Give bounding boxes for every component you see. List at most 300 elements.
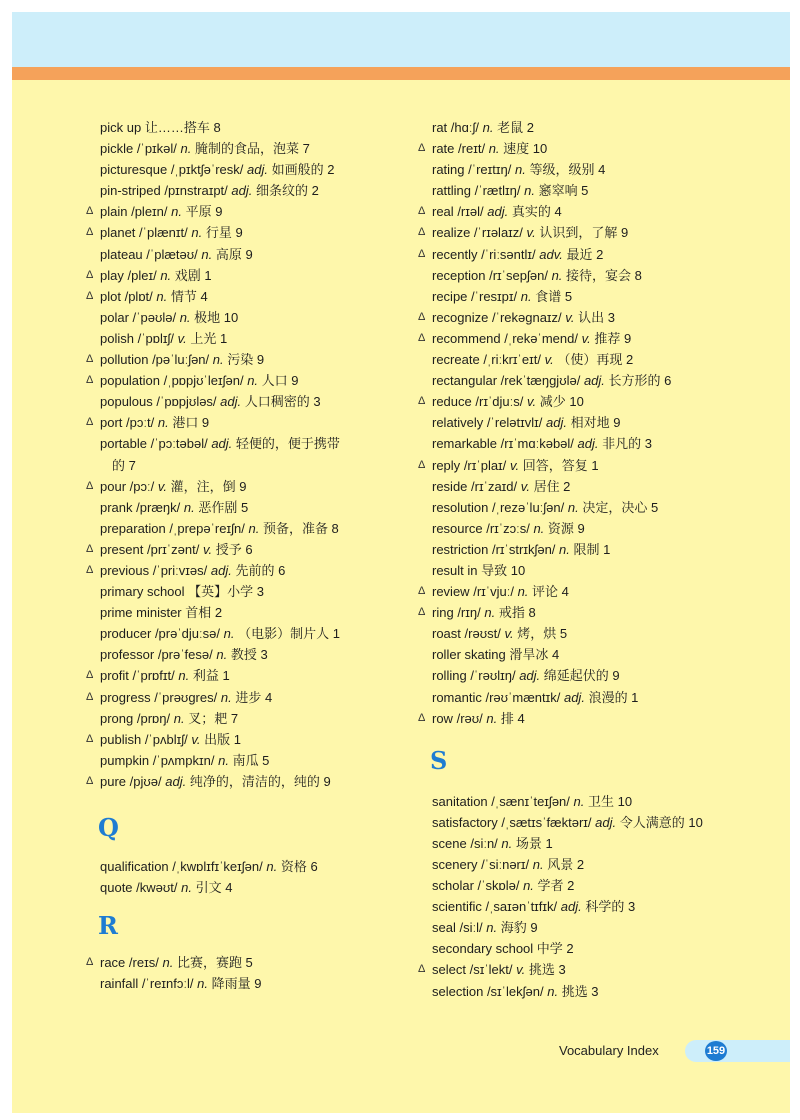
index-entry: [418, 518, 738, 539]
entry-word: preparation: [100, 520, 166, 536]
entry-part-of-speech: n.: [216, 647, 228, 663]
triangle-marker-icon: Δ: [86, 289, 94, 302]
entry-definition: 烤，烘 5: [517, 626, 568, 642]
entry-part-of-speech: n.: [523, 878, 534, 894]
index-entry: [418, 222, 738, 243]
entry-phonetic: /rɪˈzɔːs/: [486, 520, 530, 536]
entry-part-of-speech: n.: [488, 141, 500, 157]
entry-phonetic: /ˌprepəˈreɪʃn/: [169, 520, 245, 536]
entry-part-of-speech: adj.: [546, 415, 568, 431]
entry-definition: 港口 9: [172, 415, 210, 431]
triangle-marker-icon: Δ: [86, 268, 94, 281]
entry-part-of-speech: adj.: [563, 689, 585, 705]
entry-definition: 等级，级别 4: [529, 162, 606, 178]
entry-part-of-speech: n.: [197, 976, 208, 992]
entry-definition: 降雨量 9: [211, 976, 262, 992]
entry-word: roast: [432, 626, 461, 642]
triangle-marker-icon: Δ: [86, 226, 94, 239]
entry-definition: 进步 4: [235, 689, 273, 705]
entry-word: scene: [432, 835, 467, 851]
index-entry: [418, 455, 738, 476]
entry-part-of-speech: n.: [173, 710, 185, 726]
entry-part-of-speech: adj.: [220, 394, 242, 410]
entry-part-of-speech: n.: [517, 584, 529, 600]
entry-word: selection: [432, 983, 484, 999]
entry-phonetic: /rɪˈplaɪ/: [463, 457, 507, 473]
index-entry: [418, 370, 738, 391]
index-entry: [86, 877, 396, 898]
index-entry: [86, 602, 396, 623]
entry-part-of-speech: adj.: [519, 668, 541, 684]
index-entry: [418, 265, 738, 286]
entry-part-of-speech: n.: [180, 141, 192, 157]
entry-phonetic: /ˈreɪtɪŋ/: [468, 162, 512, 178]
index-entry: [418, 307, 738, 328]
entry-word: professor: [100, 647, 155, 663]
footer-title: Vocabulary Index: [559, 1043, 659, 1058]
entry-phonetic: /sɪˈlekʃən/: [486, 983, 544, 999]
entry-word: roller skating: [432, 647, 506, 663]
entry-part-of-speech: n.: [179, 309, 191, 325]
index-entry: [86, 370, 396, 391]
entry-definition: 限制 1: [573, 541, 611, 557]
entry-phonetic: /ˈsiːnərɪ/: [481, 857, 530, 872]
entry-definition: 纯净的，清洁的，纯的 9: [189, 773, 331, 789]
entry-definition: 轻便的，便于携带: [235, 436, 340, 452]
entry-definition: 卫生 10: [588, 793, 633, 809]
entry-definition: 科学的 3: [585, 899, 636, 915]
entry-phonetic: /ˈpriːvɪəs/: [152, 562, 208, 578]
entry-word: row: [432, 710, 453, 726]
entry-part-of-speech: n.: [559, 541, 570, 557]
entry-definition: 真实的 4: [511, 204, 562, 220]
index-entry: [418, 687, 738, 708]
entry-part-of-speech: n.: [524, 183, 535, 199]
index-entry: [418, 286, 738, 307]
entry-part-of-speech: adj.: [583, 373, 605, 389]
textbook-page: [12, 12, 790, 1113]
index-entry: [418, 328, 738, 349]
triangle-marker-icon: Δ: [418, 606, 426, 619]
index-entry: [86, 307, 396, 328]
triangle-marker-icon: Δ: [86, 690, 94, 703]
entry-part-of-speech: adj.: [210, 562, 232, 578]
entry-phonetic: /ˈrelətɪvlɪ/: [486, 415, 543, 431]
entry-definition: 速度 10: [503, 141, 548, 157]
entry-word: rat: [432, 120, 448, 135]
index-entry: [86, 623, 396, 644]
index-entry: [418, 854, 738, 875]
entry-phonetic: /ˌkwɒlɪfɪˈkeɪʃən/: [172, 859, 263, 874]
entry-word: pick up: [100, 120, 142, 135]
entry-part-of-speech: adj.: [231, 183, 253, 199]
entry-word: scholar: [432, 878, 474, 894]
entry-part-of-speech: n.: [532, 857, 544, 872]
index-entry: [418, 349, 738, 370]
entry-word: reduce: [432, 394, 472, 410]
entry-definition: 评论 4: [532, 584, 569, 600]
entry-definition: 戒指 8: [498, 605, 536, 621]
entry-definition: 挑选 3: [561, 983, 599, 999]
triangle-marker-icon: Δ: [86, 669, 94, 682]
entry-word: population: [100, 373, 160, 389]
entry-phonetic: /ˈrekəgnaɪz/: [492, 309, 562, 325]
index-entry: [86, 539, 396, 560]
index-entry: [418, 981, 738, 1002]
entry-phonetic: /kwəʊt/: [136, 880, 178, 896]
index-entry: [418, 812, 738, 833]
entry-definition: （电影）制片人 1: [238, 626, 340, 642]
page-number-badge: 159: [705, 1041, 727, 1061]
entry-phonetic: /sɪˈlekt/: [469, 962, 513, 978]
entry-definition-continued: 的 7: [112, 457, 136, 473]
entry-phonetic: /ˈpɒpjʊləs/: [156, 394, 217, 410]
entry-phonetic: /ˈprəʊgres/: [154, 689, 218, 705]
entry-phonetic: /rɪˈmɑːkəbəl/: [500, 436, 574, 452]
index-entry: [418, 791, 738, 812]
entry-part-of-speech: adv.: [539, 246, 563, 262]
triangle-marker-icon: Δ: [418, 395, 426, 408]
entry-phonetic: /ˌsaɪənˈtɪfɪk/: [485, 899, 558, 915]
entry-phonetic: /siːn/: [470, 835, 498, 851]
index-entry: [418, 581, 738, 602]
entry-part-of-speech: adj.: [165, 773, 187, 789]
entry-definition: 引文 4: [195, 880, 233, 896]
index-entry: [86, 222, 396, 243]
index-entry: [86, 138, 396, 159]
entry-part-of-speech: v.: [520, 478, 530, 494]
entry-definition: 恶作剧 5: [198, 499, 249, 515]
entry-part-of-speech: v.: [191, 731, 201, 747]
entry-phonetic: /ˈpʌblɪʃ/: [144, 731, 188, 747]
triangle-marker-icon: Δ: [86, 774, 94, 787]
entry-definition: 学者 2: [537, 878, 575, 894]
entry-word: pin-striped: [100, 183, 161, 199]
entry-phonetic: /pɔːt/: [126, 415, 155, 431]
entry-part-of-speech: n.: [212, 352, 224, 368]
index-entry: [86, 265, 396, 286]
entry-definition: 灌，注，倒 9: [170, 478, 247, 494]
index-entry: [86, 328, 396, 349]
entry-phonetic: /rɪˈdjuːs/: [475, 394, 524, 410]
entry-word: recognize: [432, 309, 489, 325]
entry-word: pollution: [100, 352, 149, 368]
entry-phonetic: /rɪˈstrɪkʃən/: [491, 541, 556, 557]
entry-word: recommend: [432, 330, 501, 346]
index-entry: [86, 708, 396, 729]
entry-part-of-speech: n.: [160, 267, 172, 283]
entry-phonetic: /rɪəl/: [457, 204, 484, 220]
entry-word: pure: [100, 773, 127, 789]
entry-word: recipe: [432, 288, 468, 304]
triangle-marker-icon: Δ: [418, 711, 426, 724]
triangle-marker-icon: Δ: [418, 963, 426, 976]
index-entry: [418, 433, 738, 454]
entry-word: producer: [100, 626, 152, 642]
entry-word: play: [100, 267, 124, 283]
index-entry: [86, 644, 396, 665]
entry-part-of-speech: n.: [266, 859, 278, 874]
triangle-marker-icon: Δ: [86, 542, 94, 555]
entry-definition: 认识到，了解 9: [539, 225, 629, 241]
entry-part-of-speech: n.: [515, 162, 526, 178]
right-column: [418, 117, 738, 1002]
entry-phonetic: /ˈriːsəntlɪ/: [481, 246, 536, 262]
triangle-marker-icon: Δ: [418, 226, 426, 239]
entry-part-of-speech: n.: [486, 920, 498, 936]
entry-word: relatively: [432, 415, 484, 431]
entry-part-of-speech: n.: [486, 710, 498, 726]
entry-definition: 教授 3: [230, 647, 268, 663]
entry-word: portable: [100, 436, 147, 452]
letter-heading-s: S: [430, 745, 448, 775]
entry-part-of-speech: n.: [201, 246, 213, 262]
entry-phonetic: /ˈpʌmpkɪn/: [152, 752, 215, 768]
entry-definition: 【英】小学 3: [188, 584, 264, 600]
footer-tab: [685, 1040, 790, 1062]
index-entry: [418, 476, 738, 497]
entry-phonetic: /ˈplætəʊ/: [146, 246, 198, 262]
entry-definition: 首相 2: [185, 605, 223, 621]
entry-word: select: [432, 962, 466, 978]
index-entry: [418, 180, 738, 201]
entry-definition: （使）再现 2: [557, 352, 634, 368]
entry-phonetic: /ˈplænɪt/: [139, 225, 188, 241]
entry-definition: 出版 1: [204, 731, 241, 747]
index-entry: [86, 349, 396, 370]
entries-q: [86, 856, 396, 898]
entry-phonetic: /præŋk/: [136, 499, 181, 515]
entry-part-of-speech: adj.: [560, 899, 582, 915]
entry-word: present: [100, 541, 144, 557]
entry-definition: 令人满意的 10: [619, 814, 703, 830]
index-entry: [86, 201, 396, 222]
entry-word: scenery: [432, 857, 478, 872]
entries-s: [418, 791, 738, 1002]
index-entry: [86, 856, 396, 877]
entry-word: resource: [432, 520, 483, 536]
index-entry: [86, 665, 396, 686]
entry-part-of-speech: v.: [526, 225, 536, 241]
entry-phonetic: /pleɪn/: [131, 204, 168, 220]
entry-phonetic: /ˌpɪktʃəˈresk/: [170, 162, 244, 178]
entry-part-of-speech: n.: [157, 415, 169, 431]
entry-part-of-speech: n.: [567, 499, 579, 515]
entry-word: plateau: [100, 246, 143, 262]
entry-word: sanitation: [432, 793, 488, 809]
entry-part-of-speech: n.: [533, 520, 545, 536]
triangle-marker-icon: Δ: [86, 479, 94, 492]
index-entry: [86, 476, 396, 497]
entry-word: previous: [100, 562, 150, 578]
header-stripe: [12, 67, 790, 80]
entry-word: picturesque: [100, 162, 168, 178]
entry-word: rating: [432, 162, 465, 178]
entry-part-of-speech: v.: [526, 394, 537, 410]
entry-word: review: [432, 584, 470, 600]
index-entry: [86, 729, 396, 750]
entry-word: qualification: [100, 859, 169, 874]
index-entry: [418, 497, 738, 518]
entry-part-of-speech: v.: [177, 330, 187, 346]
entry-definition: 如画般的 2: [271, 162, 335, 178]
entry-definition: 窸窣响 5: [538, 183, 589, 199]
entry-part-of-speech: n.: [520, 288, 532, 304]
letter-heading-q: Q: [98, 813, 119, 842]
entry-phonetic: /prəˈfesə/: [157, 647, 213, 663]
index-entry: [86, 560, 396, 581]
entry-part-of-speech: adj.: [595, 814, 617, 830]
entries-p: [86, 117, 396, 792]
entry-phonetic: /reɪt/: [458, 141, 486, 157]
entry-phonetic: /rəʊst/: [464, 626, 501, 642]
entry-part-of-speech: n.: [248, 520, 260, 536]
entry-part-of-speech: v.: [581, 330, 591, 346]
index-entry: [418, 833, 738, 854]
index-entry: [86, 518, 396, 539]
entry-word: real: [432, 204, 454, 220]
entry-word: resolution: [432, 499, 489, 515]
entry-word: plain: [100, 204, 128, 220]
index-entry: [86, 687, 396, 708]
triangle-marker-icon: Δ: [86, 732, 94, 745]
entry-part-of-speech: v.: [565, 309, 575, 325]
entry-word: primary school: [100, 584, 185, 600]
entry-definition: 滑旱冰 4: [509, 647, 560, 663]
entry-word: prong: [100, 710, 134, 726]
index-entry: [418, 412, 738, 433]
entry-part-of-speech: v.: [509, 457, 520, 473]
entry-definition: 回答，答复 1: [522, 457, 599, 473]
index-entry: [418, 917, 738, 938]
entry-part-of-speech: n.: [178, 668, 190, 684]
entry-word: reside: [432, 478, 468, 494]
entry-part-of-speech: n.: [181, 880, 192, 896]
entry-definition: 减少 10: [539, 394, 584, 410]
index-entry: [418, 644, 738, 665]
index-entry: [86, 750, 396, 771]
entry-word: ring: [432, 605, 454, 621]
entry-word: reply: [432, 457, 461, 473]
index-entry: [418, 201, 738, 222]
entry-phonetic: /ˈresɪpɪ/: [471, 288, 518, 304]
entry-phonetic: /ˈpəʊlə/: [132, 309, 177, 325]
index-entry: [418, 623, 738, 644]
entry-phonetic: /ˈreɪnfɔːl/: [141, 976, 194, 992]
entry-part-of-speech: n.: [191, 225, 203, 241]
entry-part-of-speech: n.: [501, 835, 513, 851]
left-column: [86, 117, 396, 994]
triangle-marker-icon: Δ: [86, 374, 94, 387]
entry-phonetic: /rɪˈzaɪd/: [471, 478, 518, 494]
entry-definition: 相对地 9: [570, 415, 621, 431]
index-entry: [418, 117, 738, 138]
entry-definition: 资源 9: [547, 520, 585, 536]
entry-definition: 导致 10: [481, 562, 526, 578]
entry-word: remarkable: [432, 436, 498, 452]
entry-word: planet: [100, 225, 136, 241]
entry-definition: 人口稠密的 3: [244, 394, 321, 410]
entry-phonetic: /rɪŋ/: [457, 605, 481, 621]
entry-definition: 挑选 3: [528, 962, 566, 978]
index-entry: [418, 560, 738, 581]
entry-word: prime minister: [100, 605, 182, 621]
entry-word: satisfactory: [432, 814, 498, 830]
entry-part-of-speech: v.: [516, 962, 526, 978]
entry-phonetic: /ˈpɪkəl/: [136, 141, 177, 157]
entry-definition: 最近 2: [566, 246, 604, 262]
entry-part-of-speech: n.: [183, 499, 195, 515]
index-entry: [418, 602, 738, 623]
entry-word: secondary school: [432, 941, 534, 957]
entry-definition: 排 4: [500, 710, 525, 726]
entry-definition: 居住 2: [533, 478, 571, 494]
entry-phonetic: /rɪˈsepʃən/: [489, 267, 548, 283]
triangle-marker-icon: Δ: [86, 563, 94, 576]
entry-definition: 行星 9: [205, 225, 243, 241]
index-entry: [418, 896, 738, 917]
entry-word: pumpkin: [100, 752, 150, 768]
entry-definition: 认出 3: [578, 309, 615, 325]
entry-word: polish: [100, 330, 134, 346]
entry-part-of-speech: n.: [223, 626, 235, 642]
triangle-marker-icon: Δ: [418, 205, 426, 218]
entry-definition: 情节 4: [170, 288, 208, 304]
index-entry: [86, 159, 396, 180]
entry-part-of-speech: v.: [157, 478, 168, 494]
header-band: [12, 12, 790, 67]
entry-phonetic: /ˈpɒlɪʃ/: [137, 330, 175, 346]
entry-definition: 非凡的 3: [602, 436, 652, 452]
entry-definition: 比赛，赛跑 5: [176, 955, 253, 971]
entry-word: reception: [432, 267, 486, 283]
entry-word: port: [100, 415, 123, 431]
entry-word: rainfall: [100, 976, 139, 992]
entry-word: restriction: [432, 541, 489, 557]
entry-phonetic: /ˈprɒfɪt/: [132, 668, 175, 684]
entry-word: rolling: [432, 668, 467, 684]
letter-heading-r: R: [98, 911, 118, 941]
entry-part-of-speech: n.: [247, 373, 259, 389]
entry-phonetic: /ˌriːkrɪˈeɪt/: [483, 352, 541, 368]
triangle-marker-icon: Δ: [86, 416, 94, 429]
index-entry: [418, 138, 738, 159]
entry-phonetic: /ˈpɔːtəbəl/: [150, 436, 208, 452]
entry-phonetic: /rəʊˈmæntɪk/: [485, 689, 561, 705]
entry-phonetic: /ˌrekəˈmend/: [504, 330, 578, 346]
entry-definition: 浪漫的 1: [588, 689, 639, 705]
entry-part-of-speech: adj.: [211, 436, 233, 452]
entry-definition: 高原 9: [215, 246, 253, 262]
entry-word: plot: [100, 288, 121, 304]
index-entry: [86, 412, 396, 433]
entry-phonetic: /pəˈluːʃən/: [152, 352, 210, 368]
entry-part-of-speech: n.: [573, 793, 585, 809]
entry-word: recreate: [432, 352, 480, 368]
entry-definition: 先前的 6: [235, 562, 286, 578]
entry-part-of-speech: n.: [551, 267, 563, 283]
entry-phonetic: /pleɪ/: [127, 267, 157, 283]
entry-definition: 腌制的食品，泡菜 7: [195, 141, 310, 157]
index-entry: [86, 497, 396, 518]
entry-part-of-speech: v.: [202, 541, 213, 557]
entry-part-of-speech: n.: [156, 288, 168, 304]
entry-definition: 绵延起伏的 9: [543, 668, 620, 684]
entry-definition: 细条纹的 2: [256, 183, 319, 199]
entry-phonetic: /plɒt/: [124, 288, 153, 304]
entry-word: scientific: [432, 899, 482, 915]
index-entry: [418, 539, 738, 560]
